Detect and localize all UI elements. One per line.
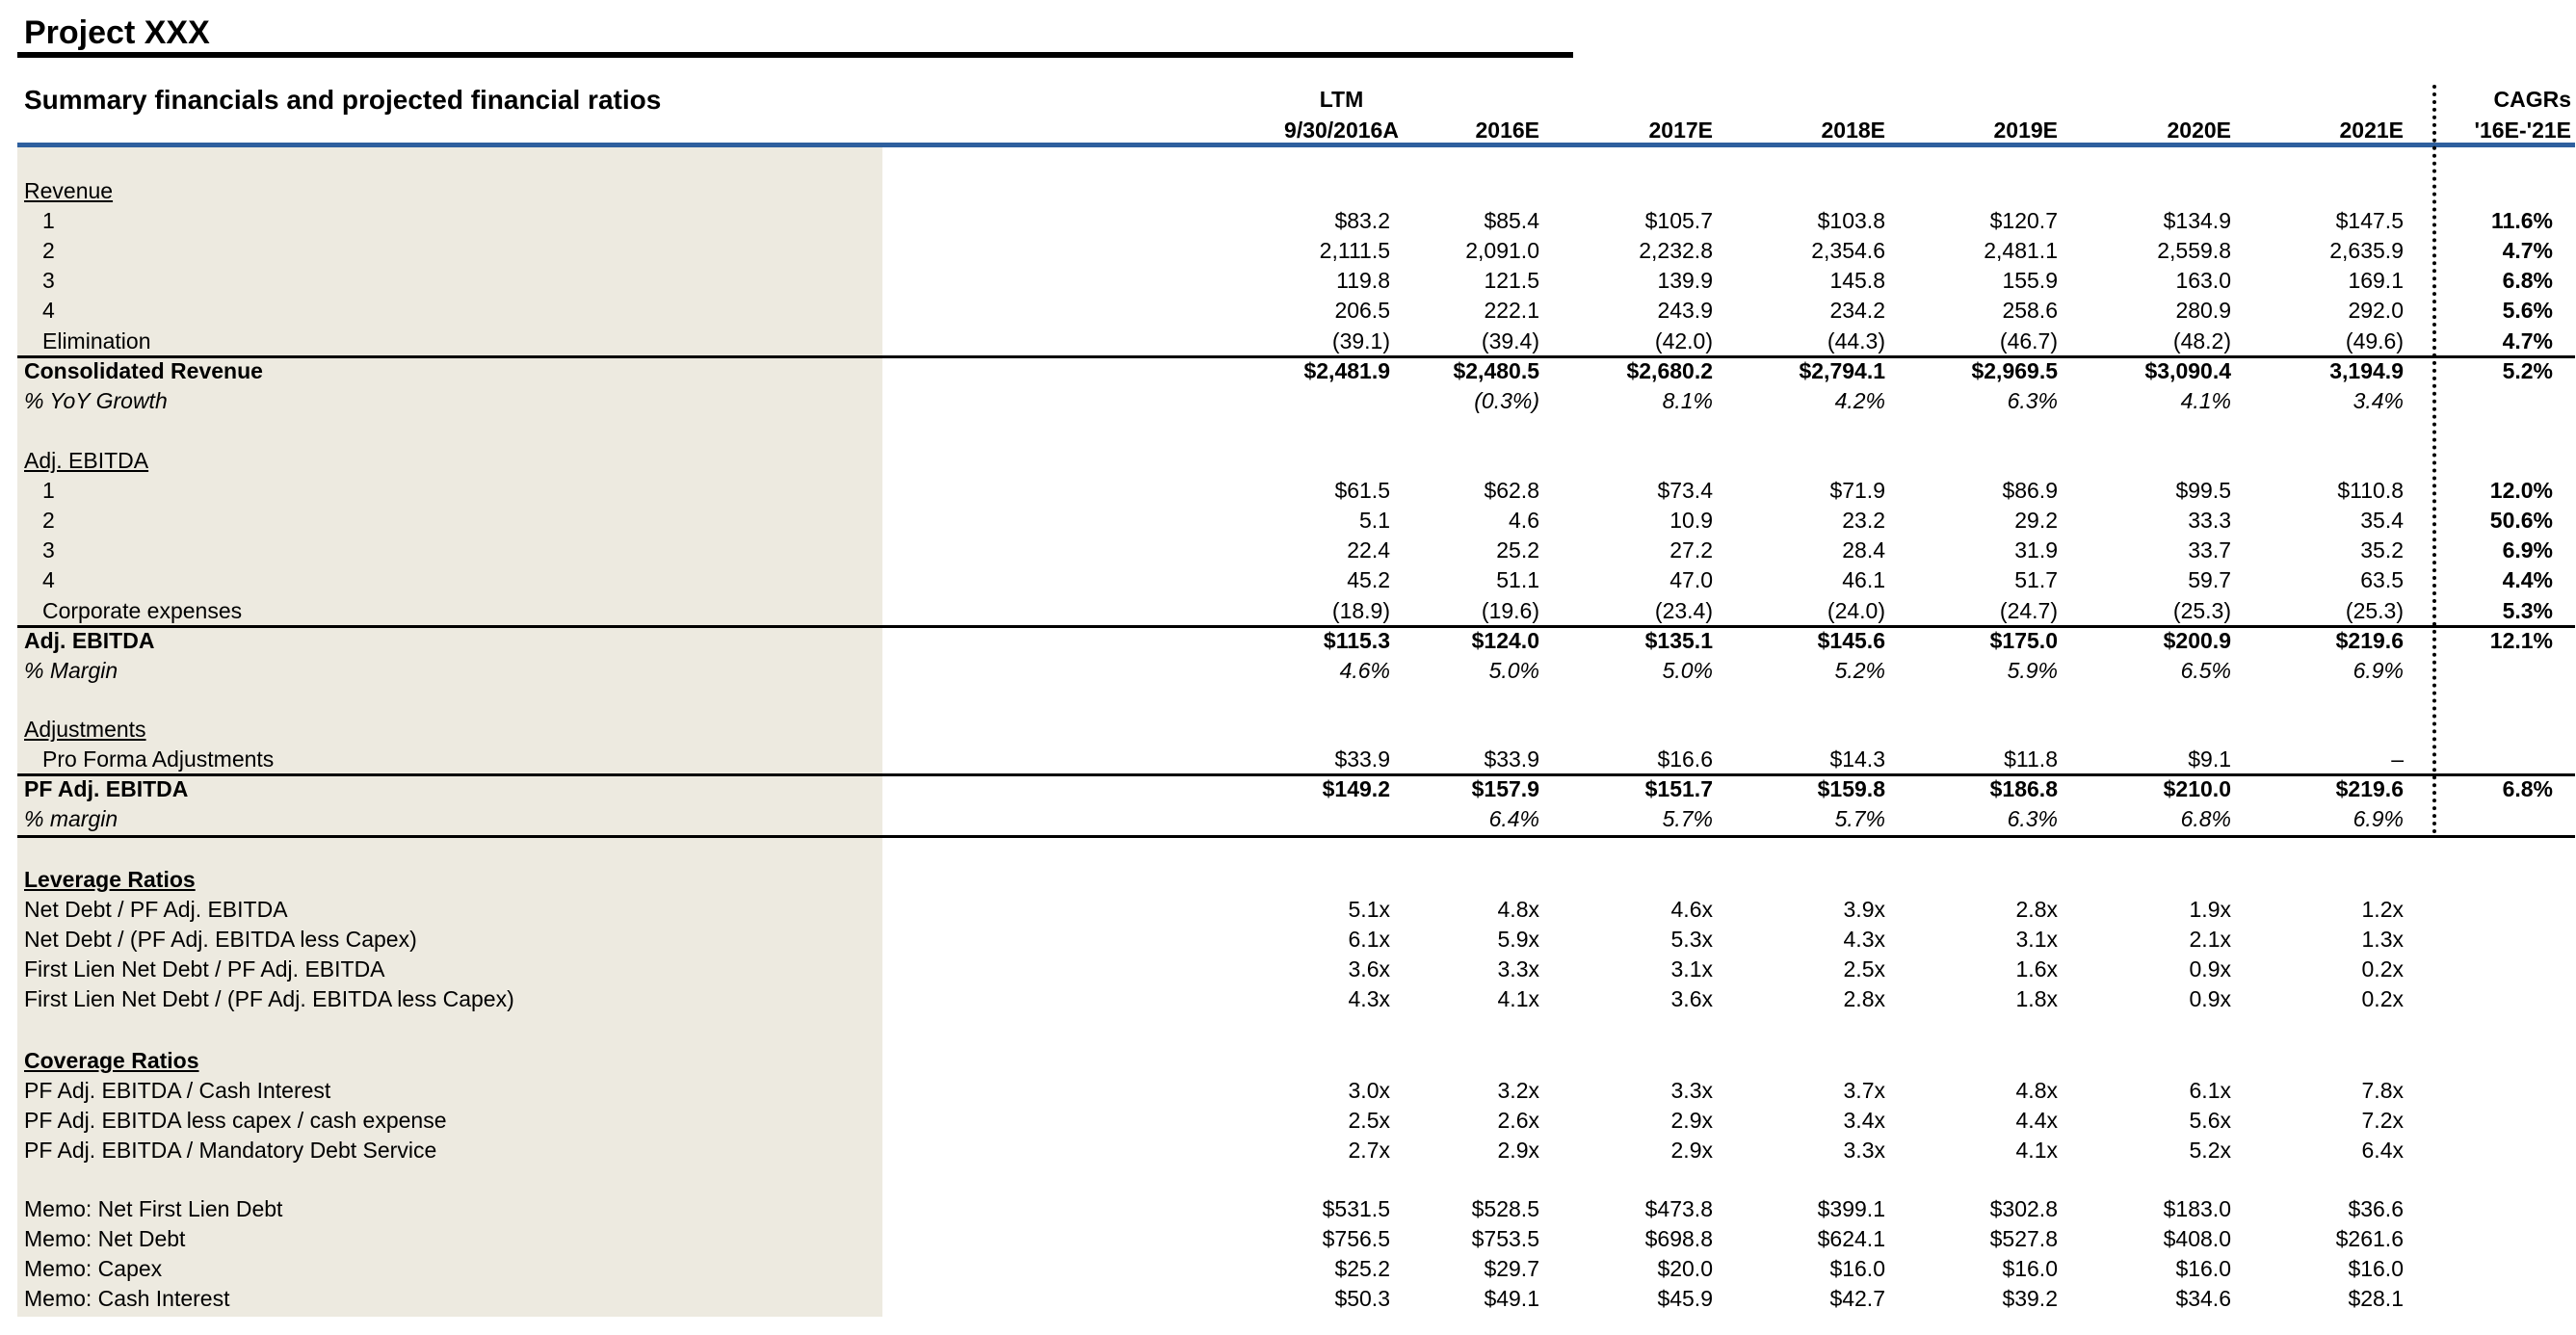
- cell-year: 6.9%: [2353, 657, 2404, 683]
- cell-cagr: 6.8%: [2502, 268, 2553, 294]
- cell-year: (39.4): [1481, 327, 1539, 353]
- cell-year: 4.6: [1509, 508, 1539, 534]
- cell-year: 7.8x: [2361, 1078, 2404, 1104]
- cell-year: $14.3: [1829, 746, 1885, 772]
- cell-year: 2.8x: [1843, 986, 1885, 1012]
- cell-ltm: $83.2: [1334, 208, 1390, 234]
- coverage-row: [0, 1136, 2576, 1165]
- cell-ltm: $2,481.9: [1303, 357, 1390, 383]
- cell-year: 2.9x: [1670, 1138, 1713, 1164]
- cell-year: $16.0: [1829, 1256, 1885, 1282]
- cell-year: 3,194.9: [2329, 357, 2404, 383]
- cell-year: $145.6: [1817, 627, 1885, 653]
- cell-year: 2.8x: [2015, 897, 2058, 923]
- cell-ltm: 119.8: [1336, 268, 1390, 294]
- row-label: 1: [42, 208, 55, 234]
- cell-year: 3.7x: [1843, 1078, 1885, 1104]
- row-label: 3: [42, 268, 55, 294]
- cell-year: $28.1: [2348, 1286, 2404, 1312]
- cell-year: $110.8: [2337, 478, 2404, 504]
- cell-year: (23.4): [1654, 597, 1713, 623]
- cell-year: 2.9x: [1497, 1138, 1539, 1164]
- cell-cagr: 5.3%: [2502, 597, 2553, 623]
- cell-ltm: 2,111.5: [1319, 238, 1390, 264]
- cell-ltm: 5.1x: [1348, 897, 1390, 923]
- cell-year: $186.8: [1989, 776, 2058, 802]
- cell-year: $29.7: [1484, 1256, 1539, 1282]
- cell-year: $2,680.2: [1626, 357, 1713, 383]
- leverage-row: [0, 984, 2576, 1014]
- cell-year: 3.4%: [2353, 387, 2404, 413]
- cell-year: 6.5%: [2180, 657, 2231, 683]
- section-header-coverage: [0, 1046, 2576, 1076]
- cell-year: $219.6: [2335, 627, 2404, 653]
- cell-ltm: 2.5x: [1348, 1108, 1390, 1134]
- cell-cagr: 5.2%: [2502, 357, 2553, 383]
- header-year: 2017E: [1648, 118, 1713, 143]
- cell-ltm: $149.2: [1322, 776, 1390, 802]
- cell-year: 2,091.0: [1465, 238, 1539, 264]
- cell-year: $16.0: [2175, 1256, 2231, 1282]
- cell-year: 2.6x: [1497, 1108, 1539, 1134]
- cell-year: 0.2x: [2361, 986, 2404, 1012]
- cell-year: –: [2391, 746, 2404, 772]
- cell-year: $11.8: [2004, 746, 2058, 772]
- cell-year: $159.8: [1817, 776, 1885, 802]
- pro-forma-adjustments-row: [0, 745, 2576, 774]
- cell-year: 3.3x: [1843, 1138, 1885, 1164]
- row-label: Adjustments: [24, 717, 146, 742]
- cell-year: $399.1: [1817, 1196, 1885, 1221]
- coverage-row: [0, 1076, 2576, 1106]
- cell-year: 222.1: [1484, 298, 1539, 324]
- cell-year: 3.1x: [2015, 927, 2058, 953]
- cell-year: 6.3%: [2007, 387, 2058, 413]
- ebitda-row: [0, 506, 2576, 536]
- cell-year: 4.1%: [2180, 387, 2231, 413]
- cell-year: 25.2: [1496, 537, 1539, 563]
- cell-year: $527.8: [1989, 1226, 2058, 1252]
- row-label: % margin: [24, 806, 118, 832]
- cell-year: 2.9x: [1670, 1108, 1713, 1134]
- row-label: PF Adj. EBITDA: [24, 776, 189, 802]
- cell-year: (19.6): [1481, 597, 1539, 623]
- cell-year: 2,481.1: [1984, 238, 2058, 264]
- row-label: 1: [42, 478, 55, 504]
- cell-cagr: 4.7%: [2502, 238, 2553, 264]
- cell-year: $135.1: [1644, 627, 1713, 653]
- cell-year: 5.7%: [1834, 806, 1885, 832]
- cell-ltm: 3.0x: [1348, 1078, 1390, 1104]
- cell-year: (46.7): [1999, 327, 2058, 353]
- cell-year: $183.0: [2163, 1196, 2231, 1221]
- cell-year: 5.0%: [1488, 657, 1539, 683]
- cell-year: 3.2x: [1497, 1078, 1539, 1104]
- cell-ltm: (39.1): [1331, 327, 1390, 353]
- cell-year: $200.9: [2163, 627, 2231, 653]
- memo-row: [0, 1254, 2576, 1284]
- cell-year: 63.5: [2360, 567, 2404, 593]
- cell-year: 3.6x: [1670, 986, 1713, 1012]
- row-label: Memo: Net Debt: [24, 1226, 186, 1252]
- cell-year: $16.6: [1657, 746, 1713, 772]
- cell-year: 2,635.9: [2329, 238, 2404, 264]
- cell-year: (24.7): [1999, 597, 2058, 623]
- cell-year: 6.4%: [1488, 806, 1539, 832]
- cell-year: 6.9%: [2353, 806, 2404, 832]
- cell-cagr: 4.7%: [2502, 327, 2553, 353]
- cell-year: 0.9x: [2189, 956, 2231, 982]
- cell-year: $33.9: [1484, 746, 1539, 772]
- cell-year: 1.8x: [2015, 986, 2058, 1012]
- cell-cagr: 4.4%: [2502, 567, 2553, 593]
- header-cagr-label: CAGRs: [2493, 87, 2571, 112]
- cell-year: $175.0: [1989, 627, 2058, 653]
- cell-year: $85.4: [1484, 208, 1539, 234]
- header-ltm-label: LTM: [1319, 87, 1364, 112]
- row-label: 4: [42, 567, 55, 593]
- header-year: 2019E: [1993, 118, 2058, 143]
- cell-year: $36.6: [2348, 1196, 2404, 1221]
- cell-year: 4.8x: [2015, 1078, 2058, 1104]
- cell-year: 163.0: [2175, 268, 2231, 294]
- cell-year: 5.9%: [2007, 657, 2058, 683]
- cell-year: (42.0): [1654, 327, 1713, 353]
- header-rule: [17, 143, 2575, 147]
- cell-ltm: 5.1: [1359, 508, 1390, 534]
- cell-year: $34.6: [2175, 1286, 2231, 1312]
- ebitda-margin-row: [0, 656, 2576, 686]
- cell-year: 5.0%: [1662, 657, 1713, 683]
- cell-cagr: 6.9%: [2502, 537, 2553, 563]
- revenue-row: [0, 327, 2576, 356]
- cell-year: $124.0: [1471, 627, 1539, 653]
- cell-year: 33.7: [2188, 537, 2231, 563]
- cell-year: 10.9: [1669, 508, 1713, 534]
- cell-year: 0.9x: [2189, 986, 2231, 1012]
- cell-year: $408.0: [2163, 1226, 2231, 1252]
- cell-year: $45.9: [1657, 1286, 1713, 1312]
- cell-year: $261.6: [2335, 1226, 2404, 1252]
- cell-year: 4.6x: [1670, 897, 1713, 923]
- cell-year: 4.1x: [2015, 1138, 2058, 1164]
- leverage-row: [0, 895, 2576, 925]
- cell-year: 139.9: [1657, 268, 1713, 294]
- cell-year: 292.0: [2348, 298, 2404, 324]
- cell-year: $16.0: [2348, 1256, 2404, 1282]
- cell-year: 35.2: [2360, 537, 2404, 563]
- cell-year: 1.9x: [2189, 897, 2231, 923]
- cell-year: 243.9: [1657, 298, 1713, 324]
- row-label: % YoY Growth: [24, 387, 168, 413]
- cell-year: $20.0: [1657, 1256, 1713, 1282]
- cell-year: $302.8: [1989, 1196, 2058, 1221]
- cell-year: 5.3x: [1670, 927, 1713, 953]
- cell-ltm: $33.9: [1334, 746, 1390, 772]
- header-year: 2018E: [1821, 118, 1885, 143]
- cell-year: 0.2x: [2361, 956, 2404, 982]
- cell-year: 2.1x: [2189, 927, 2231, 953]
- cell-year: 33.3: [2188, 508, 2231, 534]
- row-label: % Margin: [24, 657, 118, 683]
- cell-cagr: 50.6%: [2489, 508, 2553, 534]
- cell-year: 8.1%: [1662, 387, 1713, 413]
- cell-cagr: 11.6%: [2491, 208, 2553, 234]
- cell-year: $42.7: [1829, 1286, 1885, 1312]
- cell-ltm: 206.5: [1334, 298, 1390, 324]
- cell-year: $73.4: [1657, 478, 1713, 504]
- cell-year: 59.7: [2188, 567, 2231, 593]
- row-label: PF Adj. EBITDA / Mandatory Debt Service: [24, 1138, 437, 1164]
- cell-year: (25.3): [2172, 597, 2231, 623]
- coverage-row: [0, 1106, 2576, 1136]
- cell-year: $105.7: [1644, 208, 1713, 234]
- cell-year: $120.7: [1989, 208, 2058, 234]
- cell-year: 155.9: [2002, 268, 2058, 294]
- cell-ltm: $756.5: [1322, 1226, 1390, 1252]
- cell-year: $86.9: [2002, 478, 2058, 504]
- cell-year: 258.6: [2002, 298, 2058, 324]
- cell-ltm: 22.4: [1347, 537, 1390, 563]
- cell-year: 28.4: [1842, 537, 1885, 563]
- cell-year: $210.0: [2163, 776, 2231, 802]
- revenue-row: [0, 266, 2576, 296]
- row-label: Elimination: [42, 327, 151, 353]
- row-label: Memo: Cash Interest: [24, 1286, 230, 1312]
- cell-year: $134.9: [2163, 208, 2231, 234]
- cell-year: $157.9: [1471, 776, 1539, 802]
- revenue-total-row: [0, 356, 2576, 386]
- header-ltm-date: 9/30/2016A: [1284, 118, 1399, 143]
- revenue-growth-row: [0, 386, 2576, 416]
- cell-year: 35.4: [2360, 508, 2404, 534]
- cell-year: 1.3x: [2361, 927, 2404, 953]
- cell-year: 23.2: [1842, 508, 1885, 534]
- cell-year: (24.0): [1827, 597, 1885, 623]
- cell-year: $99.5: [2175, 478, 2231, 504]
- cell-year: $71.9: [1829, 478, 1885, 504]
- cell-year: (25.3): [2345, 597, 2404, 623]
- cell-year: 6.3%: [2007, 806, 2058, 832]
- cell-ltm: $115.3: [1323, 627, 1390, 653]
- cell-year: $2,480.5: [1453, 357, 1539, 383]
- cell-year: $3,090.4: [2144, 357, 2231, 383]
- row-label: Net Debt / PF Adj. EBITDA: [24, 897, 288, 923]
- cell-ltm: 45.2: [1347, 567, 1390, 593]
- cell-year: 29.2: [2014, 508, 2058, 534]
- row-label: Memo: Net First Lien Debt: [24, 1196, 283, 1221]
- memo-row: [0, 1224, 2576, 1254]
- cell-year: (44.3): [1827, 327, 1885, 353]
- row-label: Revenue: [24, 178, 114, 203]
- cell-year: (48.2): [2172, 327, 2231, 353]
- cell-year: 5.9x: [1497, 927, 1539, 953]
- row-label: Adj. EBITDA: [24, 448, 149, 473]
- leverage-row: [0, 925, 2576, 955]
- cell-year: (49.6): [2345, 327, 2404, 353]
- cell-cagr: 12.1%: [2489, 627, 2553, 653]
- row-label: PF Adj. EBITDA / Cash Interest: [24, 1078, 331, 1104]
- row-label: Memo: Capex: [24, 1256, 163, 1282]
- cell-year: $147.5: [2335, 208, 2404, 234]
- cell-ltm: 3.6x: [1348, 956, 1390, 982]
- header-cagr-period: '16E-'21E: [2474, 118, 2571, 143]
- cell-year: $9.1: [2188, 746, 2231, 772]
- cell-year: 3.1x: [1670, 956, 1713, 982]
- cell-year: 1.2x: [2361, 897, 2404, 923]
- cell-ltm: $25.2: [1334, 1256, 1390, 1282]
- row-label: Consolidated Revenue: [24, 357, 263, 383]
- section-header-leverage: [0, 865, 2576, 895]
- cell-year: 6.1x: [2189, 1078, 2231, 1104]
- header-year: 2021E: [2339, 118, 2404, 143]
- cell-year: $753.5: [1471, 1226, 1539, 1252]
- cell-year: $49.1: [1484, 1286, 1539, 1312]
- cell-ltm: 2.7x: [1348, 1138, 1390, 1164]
- cell-year: 5.2x: [2189, 1138, 2231, 1164]
- cell-year: 4.8x: [1497, 897, 1539, 923]
- row-rule: [17, 835, 2575, 838]
- cell-year: $473.8: [1644, 1196, 1713, 1221]
- cell-ltm: 6.1x: [1348, 927, 1390, 953]
- cell-year: $151.7: [1644, 776, 1713, 802]
- ebitda-total-row: [0, 626, 2576, 656]
- table-subtitle: Summary financials and projected financial ratios: [24, 85, 662, 115]
- cell-year: $39.2: [2002, 1286, 2058, 1312]
- cell-year: 145.8: [1829, 268, 1885, 294]
- cell-year: (0.3%): [1474, 387, 1539, 413]
- cell-year: 51.1: [1496, 567, 1539, 593]
- cell-year: $528.5: [1471, 1196, 1539, 1221]
- header-year: 2020E: [2167, 118, 2231, 143]
- title-rule: [17, 52, 1573, 58]
- cell-year: 234.2: [1829, 298, 1885, 324]
- cell-year: 3.3x: [1497, 956, 1539, 982]
- row-label: Adj. EBITDA: [24, 627, 155, 653]
- cell-ltm: (18.9): [1331, 597, 1390, 623]
- section-header-revenue: [0, 176, 2576, 206]
- row-label: Coverage Ratios: [24, 1048, 199, 1073]
- revenue-row: [0, 296, 2576, 326]
- cell-year: $2,969.5: [1971, 357, 2058, 383]
- section-header-adjustments: [0, 715, 2576, 745]
- cell-year: $16.0: [2002, 1256, 2058, 1282]
- ebitda-row: [0, 536, 2576, 565]
- row-label: 2: [42, 508, 55, 534]
- cell-year: 2,354.6: [1811, 238, 1885, 264]
- cell-ltm: 4.3x: [1348, 986, 1390, 1012]
- cell-year: 4.2%: [1834, 387, 1885, 413]
- section-header-ebitda: [0, 446, 2576, 476]
- cell-year: 47.0: [1669, 567, 1713, 593]
- cell-year: 2,559.8: [2157, 238, 2231, 264]
- cell-year: 2,232.8: [1639, 238, 1713, 264]
- cell-year: $219.6: [2335, 776, 2404, 802]
- cell-year: 4.4x: [2015, 1108, 2058, 1134]
- pf-ebitda-total-row: [0, 774, 2576, 804]
- cell-year: $624.1: [1817, 1226, 1885, 1252]
- cell-cagr: 12.0%: [2489, 478, 2553, 504]
- cell-cagr: 6.8%: [2502, 776, 2553, 802]
- cell-year: 31.9: [2014, 537, 2058, 563]
- cell-year: 5.2%: [1834, 657, 1885, 683]
- cell-year: 51.7: [2014, 567, 2058, 593]
- cell-cagr: 5.6%: [2502, 298, 2553, 324]
- cell-year: 1.6x: [2015, 956, 2058, 982]
- cell-year: 3.3x: [1670, 1078, 1713, 1104]
- cell-year: 27.2: [1669, 537, 1713, 563]
- revenue-row: [0, 206, 2576, 236]
- pf-ebitda-margin-row: [0, 804, 2576, 834]
- cell-year: 3.4x: [1843, 1108, 1885, 1134]
- row-label: 3: [42, 537, 55, 563]
- ebitda-row: [0, 476, 2576, 506]
- cell-year: $2,794.1: [1799, 357, 1885, 383]
- memo-row: [0, 1194, 2576, 1224]
- cell-year: 5.7%: [1662, 806, 1713, 832]
- cell-year: 5.6x: [2189, 1108, 2231, 1134]
- cell-year: 2.5x: [1843, 956, 1885, 982]
- cell-year: $103.8: [1817, 208, 1885, 234]
- row-label: Leverage Ratios: [24, 867, 196, 892]
- page-title: Project XXX: [24, 14, 210, 51]
- ebitda-row: [0, 596, 2576, 626]
- row-label: Net Debt / (PF Adj. EBITDA less Capex): [24, 927, 417, 953]
- revenue-row: [0, 236, 2576, 266]
- row-label: First Lien Net Debt / PF Adj. EBITDA: [24, 956, 385, 982]
- cell-year: 46.1: [1842, 567, 1885, 593]
- cell-year: 4.3x: [1843, 927, 1885, 953]
- cell-ltm: $61.5: [1334, 478, 1390, 504]
- row-label: Corporate expenses: [42, 597, 243, 623]
- row-label: PF Adj. EBITDA less capex / cash expense: [24, 1108, 447, 1134]
- cell-year: 169.1: [2348, 268, 2404, 294]
- row-label: 2: [42, 238, 55, 264]
- cell-year: 6.8%: [2180, 806, 2231, 832]
- cell-year: $698.8: [1644, 1226, 1713, 1252]
- cell-ltm: 4.6%: [1339, 657, 1390, 683]
- cell-year: $62.8: [1484, 478, 1539, 504]
- cell-ltm: $531.5: [1322, 1196, 1390, 1221]
- row-label: Pro Forma Adjustments: [42, 746, 275, 772]
- cell-year: 280.9: [2175, 298, 2231, 324]
- cell-year: 4.1x: [1497, 986, 1539, 1012]
- row-label: 4: [42, 298, 55, 324]
- cell-year: 3.9x: [1843, 897, 1885, 923]
- leverage-row: [0, 955, 2576, 984]
- cell-year: 6.4x: [2361, 1138, 2404, 1164]
- header-year: 2016E: [1475, 118, 1539, 143]
- ebitda-row: [0, 565, 2576, 595]
- row-label: First Lien Net Debt / (PF Adj. EBITDA less Capex): [24, 986, 514, 1012]
- memo-row: [0, 1284, 2576, 1314]
- cell-year: 121.5: [1484, 268, 1539, 294]
- cell-ltm: $50.3: [1334, 1286, 1390, 1312]
- cell-year: 7.2x: [2361, 1108, 2404, 1134]
